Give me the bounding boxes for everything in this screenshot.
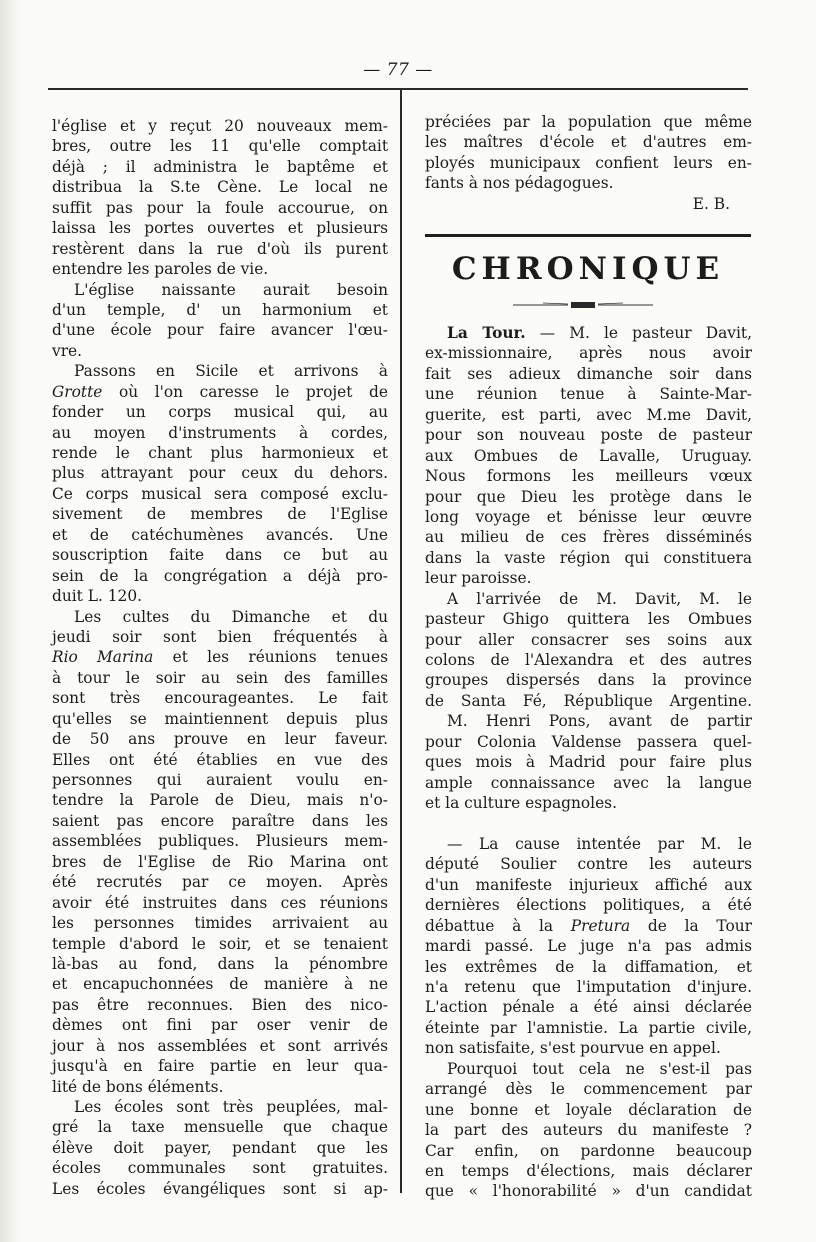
text-line: et la culture espagnoles. — [425, 794, 617, 813]
text-line: personnes qui auraient voulu en- — [52, 771, 388, 789]
text-line: plus attrayant pour ceux du dehors. — [52, 464, 388, 483]
text-line: Passons en Sicile et arrivons à — [74, 362, 388, 381]
text-line: une réunion tenue à Sainte-Mar- — [425, 385, 752, 404]
text-line: temple d'abord le soir, et se tenaient — [52, 934, 388, 953]
text-line: qu'elles se maintiennent depuis plus — [52, 709, 388, 728]
text-fragment: où l'on caresse le projet de — [118, 382, 388, 401]
text-line: jour à nos assemblées et sont arrivés — [52, 1036, 388, 1055]
right-column-intro — [425, 112, 752, 214]
text-fragment: débattue à la — [425, 916, 554, 935]
text-line: dèmes ont fini par oser venir de — [52, 1016, 388, 1035]
text-line: aux Ombues de Lavalle, Uruguay. — [425, 446, 752, 465]
text-fragment: de la Tour — [647, 916, 752, 935]
chronique-body — [425, 323, 752, 1202]
text-line: saient pas encore paraître dans les — [52, 811, 388, 830]
text-line: pour que Dieu les protège dans le — [425, 487, 752, 506]
section-title: CHRONIQUE — [451, 251, 725, 287]
text-line: avoir été instruites dans ces réunions — [52, 893, 388, 912]
text-line: n'a retenu que l'imputation d'injure. — [425, 978, 752, 996]
text-line: été recrutés par ce moyen. Après — [52, 873, 388, 892]
text-line: groupes dispersés dans la province — [425, 671, 752, 690]
text-line: Les écoles sont très peuplées, mal- — [74, 1098, 388, 1116]
text-line-with-italic — [52, 382, 388, 402]
text-fragment: et les réunions tenues — [172, 648, 388, 667]
text-line: une bonne et loyale déclaration de — [425, 1100, 752, 1119]
text-line: d'un temple, d' un harmonium et — [52, 300, 388, 319]
italic-court-name: Pretura — [570, 916, 631, 935]
ornament-divider-icon — [513, 300, 653, 310]
page-number: — 77 — — [363, 60, 433, 80]
text-line: L'église naissante aurait besoin — [74, 280, 388, 299]
text-line: dernières élections politiques, a été — [425, 896, 752, 915]
text-line: entendre les paroles de vie. — [52, 260, 269, 279]
text-line: à tour le soir au sein des familles — [52, 668, 388, 687]
text-line: ployés municipaux confient leurs en- — [425, 153, 752, 172]
text-line-with-italic — [425, 916, 752, 936]
text-line: pas être reconnues. Bien des nico- — [52, 995, 388, 1014]
text-line: en temps d'élections, mais déclarer — [425, 1161, 752, 1180]
text-line: Elles ont été établies en vue des — [52, 750, 388, 769]
text-line: M. Henri Pons, avant de partir — [447, 712, 752, 731]
text-line: ques mois à Madrid pour faire plus — [425, 753, 752, 772]
text-line: Nous formons les meilleurs vœux — [425, 467, 752, 486]
italic-place-name: Rio Marina — [52, 648, 154, 667]
text-line: pour Colonia Valdense passera quel- — [425, 732, 752, 751]
text-line: là-bas au fond, dans la pénombre — [52, 954, 388, 973]
text-line: la part des auteurs du manifeste ? — [425, 1121, 752, 1140]
text-fragment: — M. le pasteur Davit, — [539, 324, 752, 342]
text-line: duit L. 120. — [52, 587, 143, 606]
text-line: souscription faite dans ce but au — [52, 546, 388, 565]
text-line: distribua la S.te Cène. Le local ne — [52, 178, 388, 197]
text-line: d'une école pour faire avancer l'œu- — [52, 321, 388, 340]
text-line: que « l'honorabilité » d'un candidat — [425, 1182, 752, 1201]
text-line: dans la vaste région qui constituera — [425, 548, 752, 567]
italic-place-name: Grotte — [52, 382, 103, 401]
text-line: Les cultes du Dimanche et du — [74, 607, 388, 626]
text-line: rende le chant plus harmonieux et — [52, 444, 388, 462]
text-line: déjà ; il administra le baptême et — [52, 157, 388, 176]
text-line: vre. — [52, 341, 83, 360]
text-line: fants à nos pédagogues. — [425, 174, 614, 193]
left-column — [52, 116, 388, 1199]
text-line: tendre la Parole de Dieu, mais n'o- — [52, 791, 388, 810]
text-line: suffit pas pour la foule accourue, on — [52, 198, 388, 217]
text-line: au moyen d'instruments à cordes, — [52, 423, 388, 442]
author-signature: E. B. — [692, 194, 730, 213]
text-line: A l'arrivée de M. Davit, M. le — [447, 589, 752, 608]
text-line: bres, outre les 11 qu'elle comptait — [52, 137, 388, 156]
text-line: Pourquoi tout cela ne s'est-il pas — [447, 1059, 752, 1078]
text-line: laissa les portes ouvertes et plusieurs — [52, 219, 388, 238]
text-line-with-label — [425, 323, 752, 343]
text-line: Car enfin, on pardonne beaucoup — [425, 1141, 752, 1160]
text-line: assemblées publiques. Plusieurs mem- — [52, 832, 388, 851]
text-line: leur paroisse. — [425, 569, 532, 588]
header-rule — [48, 88, 748, 90]
news-location-label: La Tour. — [447, 324, 526, 342]
text-line: écoles communales sont gratuites. — [52, 1159, 388, 1178]
text-line: les maîtres d'école et d'autres em- — [425, 133, 752, 152]
section-divider-rule — [425, 234, 751, 237]
scanned-page-edge — [0, 0, 22, 1242]
text-line: ample connaissance avec la langue — [425, 773, 752, 792]
text-line: et de catéchumènes avancés. Une — [52, 525, 388, 544]
column-divider — [400, 90, 402, 1193]
page-header — [48, 60, 748, 88]
text-line: long voyage et bénisse leur œuvre — [425, 507, 752, 526]
text-line: Ce corps musical sera composé exclu- — [52, 484, 388, 503]
text-line: de Santa Fé, République Argentine. — [425, 691, 752, 710]
text-line: gré la taxe mensuelle que chaque — [52, 1118, 388, 1137]
text-line: les extrêmes de la diffamation, et — [425, 957, 752, 976]
text-line: bres de l'Eglise de Rio Marina ont — [52, 852, 388, 871]
text-line: colons de l'Alexandra et des autres — [425, 651, 752, 669]
text-line: jeudi soir sont bien fréquentés à — [52, 627, 388, 646]
text-line: et encapuchonnées de manière à ne — [52, 975, 388, 994]
text-line: fonder un corps musical qui, au — [52, 403, 388, 422]
text-line: pour aller consacrer ses soins aux — [425, 630, 752, 649]
text-line: l'église et y reçut 20 nouveaux mem- — [52, 117, 388, 135]
text-line: pasteur Ghigo quittera les Ombues — [425, 610, 752, 629]
text-line: jusqu'à en faire partie en leur qua- — [52, 1057, 388, 1076]
text-line: Les écoles évangéliques sont si ap- — [52, 1179, 388, 1198]
text-line: élève doit payer, pendant que les — [52, 1138, 388, 1157]
text-line: ex-missionnaire, après nous avoir — [425, 344, 752, 363]
text-line: préciées par la population que même — [425, 113, 752, 131]
text-line: de 50 ans prouve en leur faveur. — [52, 730, 388, 749]
text-line: sein de la congrégation a déjà pro- — [52, 566, 388, 585]
text-line: L'action pénale a été ainsi déclarée — [425, 998, 752, 1017]
text-line: — La cause intentée par M. le — [447, 834, 752, 853]
text-line: au milieu de ces frères disséminés — [425, 528, 752, 547]
text-line: les personnes timides arrivaient au — [52, 914, 388, 933]
text-line: d'un manifeste injurieux affiché aux — [425, 875, 752, 894]
text-line: restèrent dans la rue d'où ils purent — [52, 239, 388, 258]
text-line: lité de bons éléments. — [52, 1077, 224, 1096]
text-line: arrangé dès le commencement par — [425, 1080, 752, 1099]
text-line: député Soulier contre les auteurs — [425, 855, 752, 874]
paragraph-gap — [425, 814, 752, 834]
text-line: non satisfaite, s'est pourvue en appel. — [425, 1039, 721, 1058]
text-line: pour son nouveau poste de pasteur — [425, 426, 752, 445]
text-line-with-italic — [52, 647, 388, 667]
text-line: mardi passé. Le juge n'a pas admis — [425, 937, 752, 956]
text-line: sont très encourageantes. Le fait — [52, 689, 388, 708]
text-line: sivement de membres de l'Eglise — [52, 505, 388, 524]
text-line: guerite, est parti, avec M.me Davit, — [425, 405, 752, 424]
text-line: fait ses adieux dimanche soir dans — [425, 364, 752, 383]
text-line: éteinte par l'amnistie. La partie civile, — [425, 1018, 752, 1037]
